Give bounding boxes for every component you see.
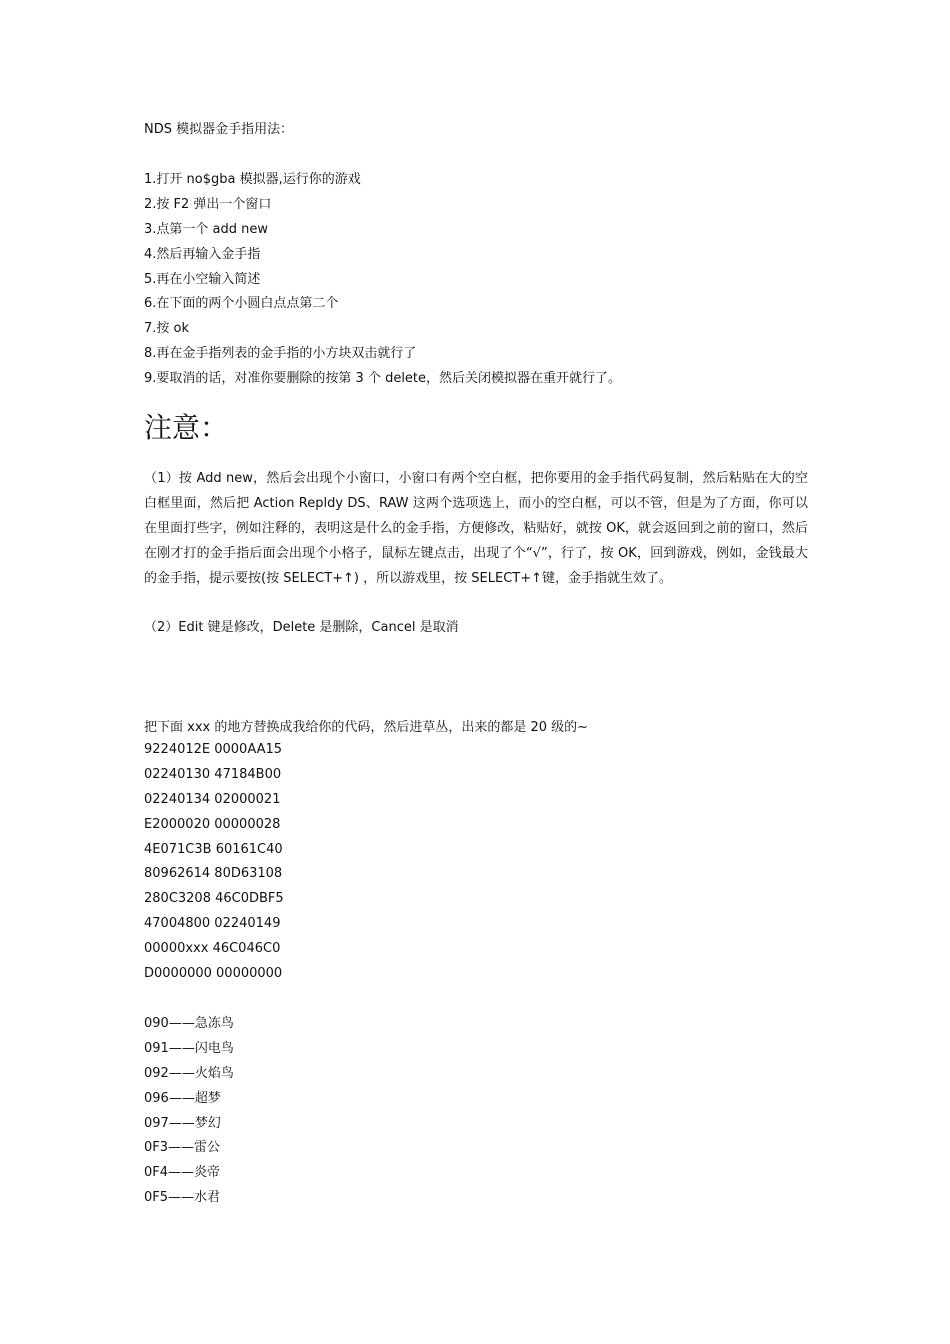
pokemon-code-list [144,1015,234,1214]
code-line: 00000xxx 46C046C0 [144,941,281,957]
list-item: 0F5——水君 [144,1190,221,1206]
list-item: 097——梦幻 [144,1115,221,1131]
code-line: 02240134 02000021 [144,791,281,807]
note-heading: 注意： [144,411,229,444]
code-line: 9224012E 0000AA15 [144,742,283,757]
list-item: 3.点第一个 add new [144,221,269,237]
document-title: NDS 模拟器金手指用法： [144,122,294,137]
list-item: 091——闪电鸟 [144,1040,234,1056]
list-item: 8.再在金手指列表的金手指的小方块双击就行了 [144,346,417,362]
code-line: 47004800 02240149 [144,916,281,932]
list-item: 1.打开 no$gba 模拟器,运行你的游戏 [144,172,361,187]
code-line: E2000020 00000028 [144,816,281,832]
list-item: 090——急冻鸟 [144,1016,234,1031]
steps-list [144,171,621,395]
list-item: 2.按 F2 弹出一个窗口 [144,196,272,212]
list-item: 9.要取消的话，对准你要删除的按第 3 个 delete，然后关闭模拟器在重开就行了。 [144,371,622,387]
list-item: 096——超梦 [144,1090,221,1106]
list-item: 0F4——炎帝 [144,1165,221,1181]
code-line: 80962614 80D63108 [144,866,283,882]
note-paragraph-2: （2）Edit 键是修改，Delete 是删除，Cancel 是取消 [144,620,459,635]
list-item: 092——火焰鸟 [144,1065,234,1081]
list-item: 5.再在小空输入简述 [144,271,261,287]
code-intro: 把下面 xxx 的地方替换成我给你的代码，然后进草丛，出来的都是 20 级的~ [144,720,589,735]
list-item: 7.按 ok [144,321,190,337]
code-line: 280C3208 46C0DBF5 [144,891,284,907]
list-item: 0F3——雷公 [144,1140,221,1156]
code-line: D0000000 00000000 [144,966,283,982]
list-item: 6.在下面的两个小圆白点点第二个 [144,296,339,312]
list-item: 4.然后再输入金手指 [144,246,261,262]
code-line: 4E071C3B 60161C40 [144,841,283,857]
code-line: 02240130 47184B00 [144,766,282,782]
code-list [144,741,284,990]
note-paragraph-1: （1）按 Add new，然后会出现个小窗口，小窗口有两个空白框，把你要用的金手指代码复制，然后粘贴在大的空白框里面，然后把 Action Repldy DS、RAW 这两个选项选上，而小的空白框，可以不管，但是为了方面，你可以在里面打些字，例如注释的，表明这是什么的金手指，方便修改，粘贴好，就按 OK，就会返回到之前的窗口，然后在刚才打的金手指后面会出现个小格子，鼠标左键点击，出现了个“√”，行了，按 OK，回到游戏，例如，金钱最大的金手指，提示要按(按 SELECT+↑) ，所以游戏里，按 SELECT+↑键，金手指就生效了。 [144,471,808,586]
